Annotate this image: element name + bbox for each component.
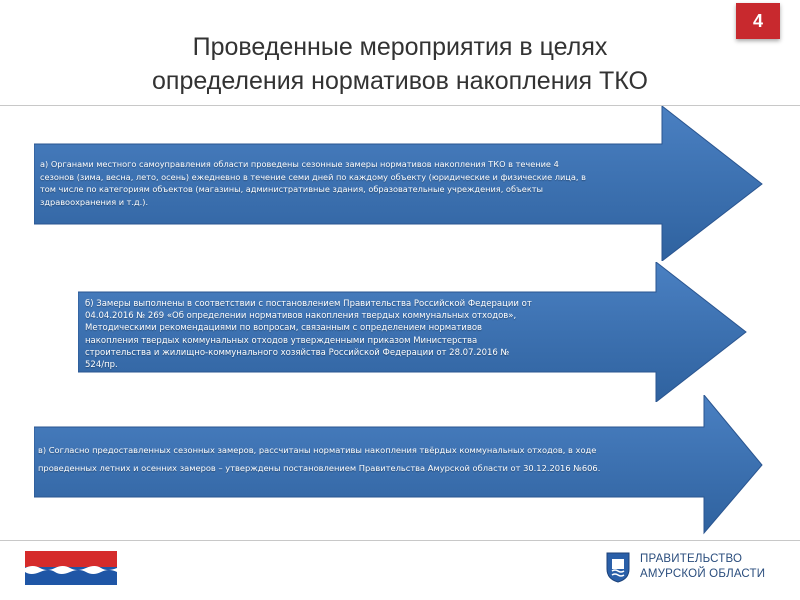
org-name-line: АМУРСКОЙ ОБЛАСТИ [640,568,766,580]
arrow-text-c [38,441,728,477]
amur-region-emblem-icon [604,551,632,583]
footer-org-name [640,552,790,582]
arrow-text-line: строительства и жилищно-коммунального хозяйства Российской Федерации от 28.07.2016 № [85,347,510,358]
arrow-item-b [78,262,748,402]
arrow-text-line: в) Согласно предоставленных сезонных замеров, рассчитаны нормативы накопления твёрдых коммунальных отходов, в ходе [38,445,597,455]
title-line: определения нормативов накопления ТКО [152,67,648,95]
arrow-text-line: 04.04.2016 № 269 «Об определении нормативов накопления твердых коммунальных отходов», [85,311,517,322]
arrow-item-a [34,106,764,261]
title-line: Проведенные мероприятия в целях [192,33,608,61]
page-number: 4 [752,10,763,31]
arrow-text-line: Методическими рекомендациями по вопросам, связанным с определением нормативов [85,323,483,334]
arrow-text-line: том числе по категориям объектов (магазины, административные здания, образовательные учреждения, объекты [40,184,543,194]
footer-divider [0,540,800,541]
slide-title [40,30,760,98]
arrow-text-line: проведенных летних и осенних замеров – утверждены постановлением Правительства Амурской области от 30.12.2016 №606. [38,463,601,473]
arrow-text-b [85,298,695,371]
arrow-item-c [34,395,764,535]
arrow-text-line: а) Органами местного самоуправления области проведены сезонные замеры нормативов накопления ТКО в течение 4 [40,159,559,169]
arrow-text-line: сезонов (зима, весна, лето, осень) ежедневно в течение семи дней по каждому объекту (юридические и физические лица, в [40,171,586,182]
arrow-text-line: 524/пр. [85,360,118,371]
arrow-text-line: здравоохранения и т.д.). [40,196,149,207]
arrow-text-line: б) Замеры выполнены в соответствии с постановлением Правительства Российской Федерации от [85,299,532,309]
arrow-text-a [40,158,700,208]
org-name-line: ПРАВИТЕЛЬСТВО [640,553,743,565]
amur-region-flag-icon [25,551,117,585]
arrow-text-line: накопления твердых коммунальных отходов утвержденными приказом Министерства [85,335,478,346]
